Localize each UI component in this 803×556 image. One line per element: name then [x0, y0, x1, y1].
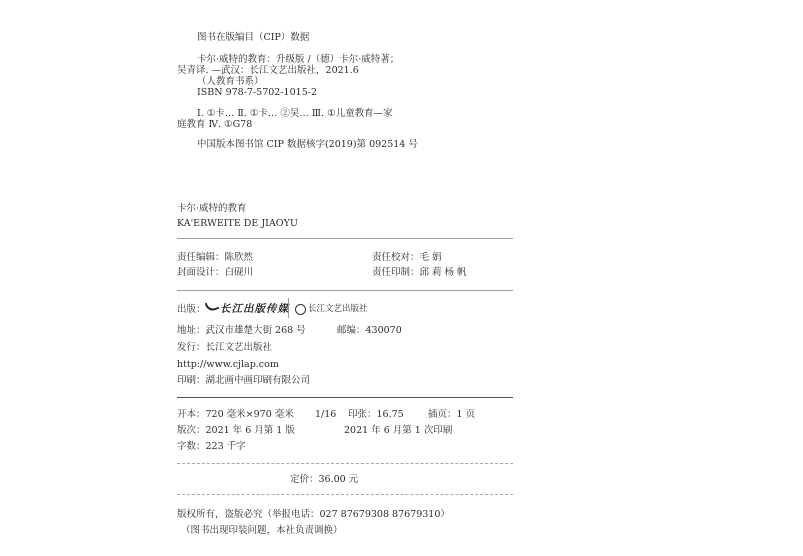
spec-wordcount: 字数：223 千字: [177, 441, 246, 452]
book-title-pinyin: KA'ERWEITE DE JIAOYU: [177, 218, 298, 229]
book-title-chinese: 卡尔·威特的教育: [177, 203, 247, 214]
quality-notice: （图书出现印装问题，本社负责调换）: [181, 525, 343, 536]
printer: 印刷：湖北画中画印刷有限公司: [177, 375, 311, 386]
cip-classification-line: Ⅰ. ①卡… Ⅱ. ①卡… ②吴… Ⅲ. ①儿童教育—家: [197, 108, 393, 119]
divider: [177, 290, 513, 291]
spec-impression: 2021 年 6 月第 1 次印刷: [344, 425, 453, 436]
divider: [177, 494, 513, 495]
publisher-label: 出版：: [177, 304, 206, 315]
credit-printing-supervisor: 责任印制：邱 莉 杨 帆: [372, 267, 467, 278]
spec-inserts: 插页：1 页: [428, 409, 476, 420]
cip-classification-line: 庭教育 Ⅳ. ①G78: [177, 119, 253, 130]
divider: [177, 463, 513, 464]
spec-sheets: 印张：16.75: [348, 409, 404, 420]
cip-series-line: （人教育书系）: [197, 76, 264, 87]
cip-heading: 图书在版编目（CIP）数据: [197, 32, 310, 43]
price: 定价：36.00 元: [290, 474, 359, 485]
publisher-logo-text: 长江出版传媒: [220, 303, 289, 315]
divider: [177, 397, 513, 398]
cip-title-line: 卡尔·威特的教育：升级版 /（德）卡尔·威特著；: [197, 54, 400, 65]
cip-isbn: ISBN 978-7-5702-1015-2: [197, 87, 317, 98]
rights-statement: 版权所有，盗版必究（举报电话：027 87679308 87679310）: [177, 509, 450, 520]
publisher-logo-icon: [205, 299, 220, 313]
logo-separator: [288, 298, 289, 318]
publisher-url: http://www.cjlap.com: [177, 359, 279, 370]
press-seal-icon: [295, 304, 306, 315]
divider: [177, 238, 513, 239]
distributor: 发行：长江文艺出版社: [177, 342, 273, 353]
spec-edition: 版次：2021 年 6 月第 1 版: [177, 425, 295, 436]
cip-translator-line: 吴青译. —武汉：长江文艺出版社，2021.6: [177, 65, 359, 76]
publisher-postcode: 邮编：430070: [337, 325, 402, 336]
credit-proofreader: 责任校对：毛 娟: [372, 252, 442, 263]
press-logo-text: 长江文艺出版社: [308, 304, 368, 314]
spec-format: 开本：720 毫米×970 毫米: [177, 409, 294, 420]
cip-record-number: 中国版本图书馆 CIP 数据核字(2019)第 092514 号: [197, 139, 418, 150]
credit-editor: 责任编辑：陈欣然: [177, 252, 254, 263]
spec-fraction: 1/16: [315, 409, 337, 420]
publisher-address: 地址：武汉市雄楚大街 268 号: [177, 325, 306, 336]
credit-cover-design: 封面设计：白砚川: [177, 267, 254, 278]
